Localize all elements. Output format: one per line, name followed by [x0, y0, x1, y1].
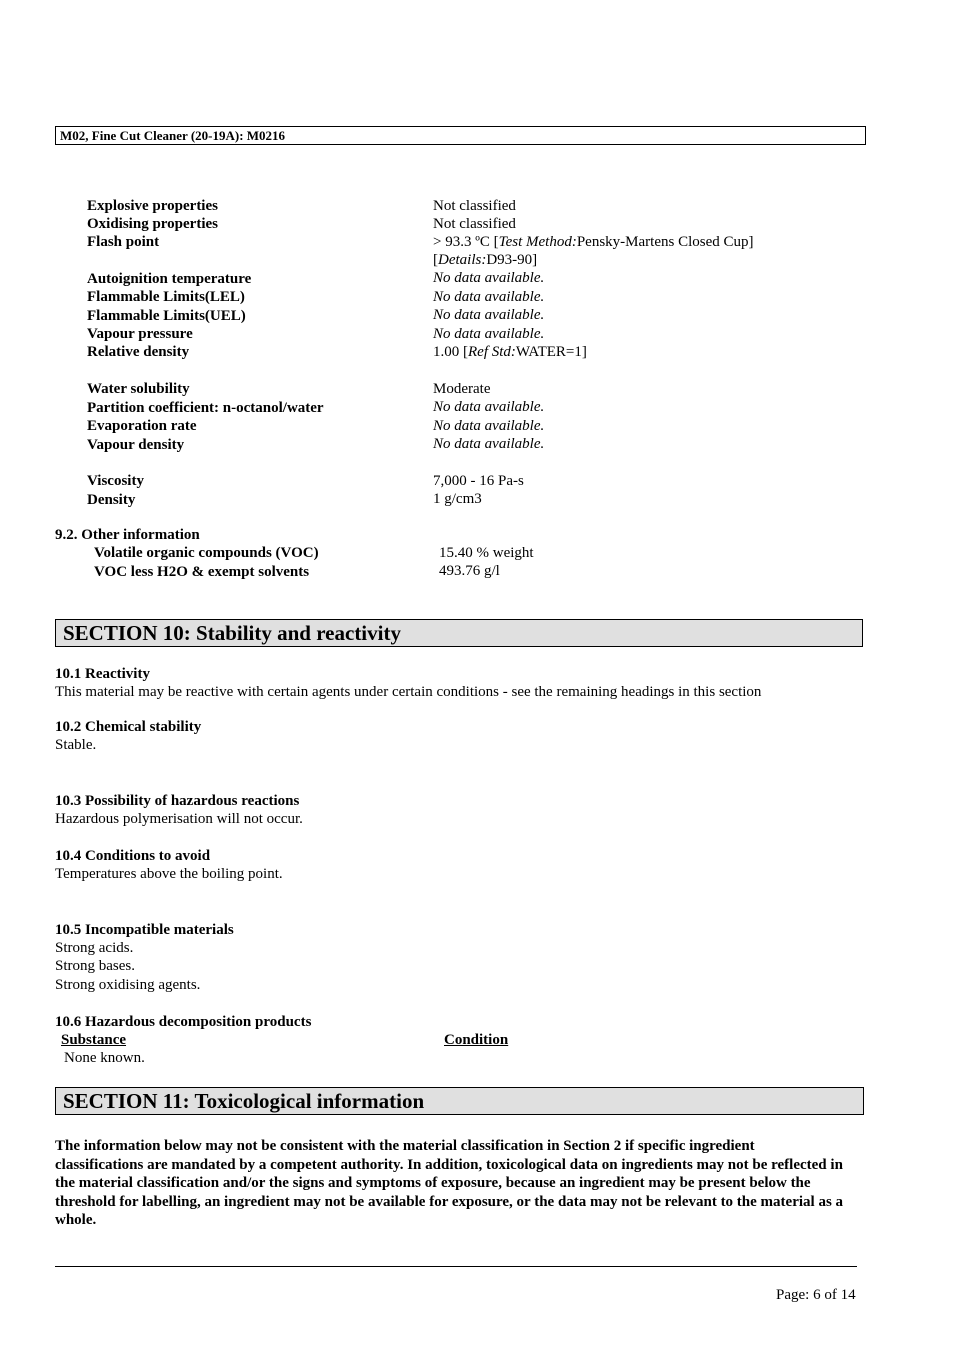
decomposition-row: None known.: [64, 1050, 145, 1066]
subsection-heading: 10.5 Incompatible materials: [55, 922, 234, 938]
property-value: Not classified: [433, 198, 516, 214]
flash-point-value: > 93.3 ºC [Test Method:Pensky-Martens Closed Cup]: [433, 234, 754, 250]
subsection-heading: 10.6 Hazardous decomposition products: [55, 1014, 312, 1030]
hazardous-reactions-text: Hazardous polymerisation will not occur.: [55, 811, 303, 827]
property-value: No data available.: [433, 307, 545, 323]
property-label: Flash point: [87, 234, 160, 250]
page-number: Page: 6 of 14: [776, 1287, 856, 1303]
property-value: 7,000 - 16 Pa-s: [433, 473, 524, 489]
section-10-header: [55, 619, 863, 647]
stability-text: Stable.: [55, 737, 97, 753]
property-label: Relative density: [87, 344, 190, 360]
property-label: Oxidising properties: [87, 216, 218, 232]
subsection-heading: 10.2 Chemical stability: [55, 719, 202, 735]
property-value: No data available.: [433, 289, 545, 305]
substance-column-header: Substance: [61, 1032, 127, 1048]
conditions-text: Temperatures above the boiling point.: [55, 866, 283, 882]
property-value: No data available.: [433, 399, 545, 415]
property-label: Explosive properties: [87, 198, 218, 214]
property-value: 1 g/cm3: [433, 491, 482, 507]
reactivity-text: This material may be reactive with certain agents under certain conditions - see the remaining headings in this section: [55, 684, 762, 700]
property-value: No data available.: [433, 270, 545, 286]
property-value: No data available.: [433, 418, 545, 434]
subsection-heading: 10.4 Conditions to avoid: [55, 848, 211, 864]
property-value: Not classified: [433, 216, 516, 232]
voc-value: 15.40 % weight: [439, 545, 534, 561]
voc-label: Volatile organic compounds (VOC): [94, 545, 319, 561]
section-title: SECTION 10: Stability and reactivity: [63, 621, 401, 645]
incompatible-item: Strong bases.: [55, 958, 135, 974]
document-title: M02, Fine Cut Cleaner (20-19A): M0216: [60, 128, 286, 143]
toxicology-intro: The information below may not be consistent with the material classification in Section 2 if specific ingredient classifications are mandated by a competent authority. In addition, toxicological data on ingredients may not be reflected in the material classification and/or the signs and symptoms of exposure, because an ingredient may be present below the threshold for labelling, an ingredient may not be available for exposure, or the data may not be relevant to the material as a whole.: [55, 1138, 844, 1228]
property-label: Density: [87, 492, 136, 508]
other-info-heading: 9.2. Other information: [55, 527, 200, 543]
property-value: No data available.: [433, 326, 545, 342]
footer-rule: [55, 1266, 857, 1267]
property-label: Water solubility: [87, 381, 190, 397]
property-label: Vapour density: [87, 437, 185, 453]
section-title: SECTION 11: Toxicological information: [63, 1089, 425, 1113]
voc-less-label: VOC less H2O & exempt solvents: [94, 564, 310, 580]
property-label: Vapour pressure: [87, 326, 193, 342]
incompatible-item: Strong acids.: [55, 940, 134, 956]
subsection-heading: 10.3 Possibility of hazardous reactions: [55, 793, 300, 809]
property-label: Flammable Limits(UEL): [87, 308, 246, 324]
property-label: Viscosity: [87, 473, 144, 489]
document-header: [55, 126, 866, 145]
relative-density-value: 1.00 [Ref Std:WATER=1]: [433, 344, 587, 360]
property-label: Partition coefficient: n-octanol/water: [87, 400, 324, 416]
property-value: No data available.: [433, 436, 545, 452]
condition-column-header: Condition: [444, 1032, 509, 1048]
voc-less-value: 493.76 g/l: [439, 563, 500, 579]
section-11-header: [55, 1087, 864, 1115]
property-value: Moderate: [433, 381, 491, 397]
flash-point-details: [Details:D93-90]: [433, 252, 538, 268]
property-label: Flammable Limits(LEL): [87, 289, 245, 305]
property-label: Autoignition temperature: [87, 271, 252, 287]
property-label: Evaporation rate: [87, 418, 197, 434]
incompatible-item: Strong oxidising agents.: [55, 977, 201, 993]
subsection-heading: 10.1 Reactivity: [55, 666, 150, 682]
